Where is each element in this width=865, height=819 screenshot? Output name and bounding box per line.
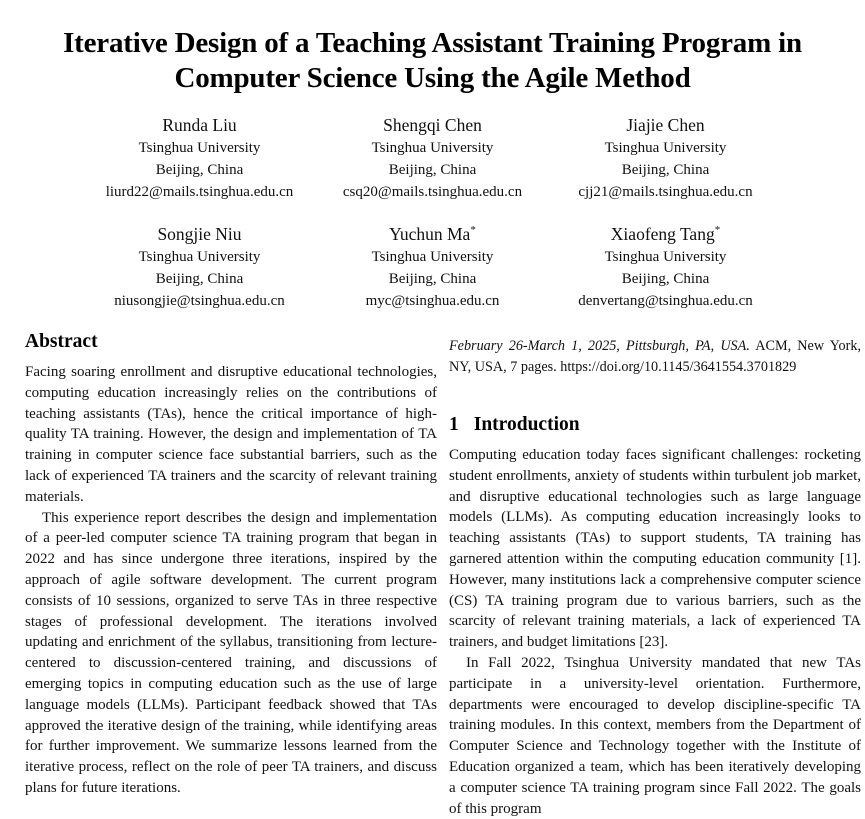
author-affiliation: Tsinghua University xyxy=(371,249,494,265)
author-name-text: Jiajie Chen xyxy=(626,115,705,135)
left-column xyxy=(25,330,437,819)
author-name-text: Runda Liu xyxy=(162,115,237,135)
author-email: myc@tsinghua.edu.cn xyxy=(365,293,500,309)
author-block xyxy=(83,113,316,203)
author-location: Beijing, China xyxy=(388,162,477,178)
author-location: Beijing, China xyxy=(155,271,244,287)
right-column xyxy=(449,330,861,819)
author-name xyxy=(316,113,549,137)
author-email: niusongjie@tsinghua.edu.cn xyxy=(114,293,285,309)
author-affiliation: Tsinghua University xyxy=(371,140,494,156)
introduction-paragraph-1: Computing education today faces significant challenges: rocketing student enrollments, anxiety of students within turbulent job market, and disruptive educational technologies such as large language models (LLMs). As computing education increasingly looks to teaching assistants (TAs) to support students, TA training has garnered attention within the computing education community [1]. However, many institutions lack a comprehensive computer science (CS) TA training program due to various barriers, such as the scarcity of relevant training materials, a lack of experienced TA trainers, and budget limitations [23]. xyxy=(449,447,861,651)
author-location: Beijing, China xyxy=(621,162,710,178)
two-column-body xyxy=(25,330,865,819)
paper-title xyxy=(0,26,865,96)
author-name xyxy=(316,222,549,246)
citation-venue-text: February 26-March 1, 2025, Pittsburgh, PA, USA. xyxy=(449,338,750,354)
author-block xyxy=(83,222,316,312)
author-email: csq20@mails.tsinghua.edu.cn xyxy=(342,184,523,200)
abstract-paragraph-2: This experience report describes the design and implementation of a peer-led computer science TA training program that began in 2022 and has since undergone three iterations, inspired by the approach of agile software development. The current program consists of 10 sessions, organized to serve TAs in three respective stages of professional development. The iterations involved updating and enrichment of the syllabus, transitioning from lecture-centered to discussion-centered training, and discussions of emerging topics in computing education such as the use of large language models (LLMs). Participant feedback showed that TAs approved the iterative design of the training, while identifying areas for further improvement. We summarize lessons learned from the iterative process, reflect on the role of peer TA trainers, and discuss plans for future iterations. xyxy=(25,509,437,796)
paper-title-line2: Computer Science Using the Agile Method xyxy=(174,62,691,94)
introduction-paragraph-2: In Fall 2022, Tsinghua University mandated that new TAs participate in a university-level orientation. Furthermore, departments were encouraged to develop discipline-specific TA training modules. In this context, members from the Department of Computer Science and Technology together with the Institute of Education organized a team, which has been iteratively developing a computer science TA training program since Fall 2022. The goals of this program xyxy=(449,654,861,817)
abstract-heading: Abstract xyxy=(25,331,98,352)
author-block xyxy=(549,222,782,312)
author-block xyxy=(316,222,549,312)
author-email: cjj21@mails.tsinghua.edu.cn xyxy=(578,184,753,200)
section-number: 1 xyxy=(449,414,459,435)
section-title: Introduction xyxy=(473,414,580,435)
author-name xyxy=(83,222,316,246)
author-email: liurd22@mails.tsinghua.edu.cn xyxy=(105,184,294,200)
author-footnote-marker: * xyxy=(470,224,476,237)
author-affiliation: Tsinghua University xyxy=(604,140,727,156)
author-footnote-marker: * xyxy=(714,224,721,237)
author-block xyxy=(316,113,549,203)
authors-grid xyxy=(83,113,783,312)
author-name xyxy=(549,222,782,246)
acm-citation-block xyxy=(449,336,861,378)
introduction-heading xyxy=(449,413,861,437)
author-location: Beijing, China xyxy=(155,162,244,178)
author-name-text: Songjie Niu xyxy=(157,224,242,244)
author-affiliation: Tsinghua University xyxy=(138,140,261,156)
author-location: Beijing, China xyxy=(388,271,477,287)
author-block xyxy=(549,113,782,203)
author-affiliation: Tsinghua University xyxy=(604,249,727,265)
author-name-text: Xiaofeng Tang xyxy=(610,224,715,244)
author-name xyxy=(549,113,782,137)
author-name-text: Yuchun Ma xyxy=(389,224,471,244)
author-name-text: Shengqi Chen xyxy=(383,115,482,135)
citation-publisher-doi-text: ACM, New York, NY, USA, 7 pages. https://doi.org/10.1145/3641554.3701829 xyxy=(449,338,862,375)
paper-title-line1: Iterative Design of a Teaching Assistant Training Program in xyxy=(63,27,802,59)
author-location: Beijing, China xyxy=(621,271,710,287)
abstract-paragraph-1: Facing soaring enrollment and disruptive educational technologies, computing education increasingly relies on the contributions of teaching assistants (TAs), hence the critical importance of high-quality TA training. However, the design and implementation of TA training in computer science face substantial barriers, such as the lack of experienced TA trainers and the scarcity of relevant training materials. xyxy=(25,364,437,505)
author-affiliation: Tsinghua University xyxy=(138,249,261,265)
author-name xyxy=(83,113,316,137)
author-email: denvertang@tsinghua.edu.cn xyxy=(578,293,753,309)
